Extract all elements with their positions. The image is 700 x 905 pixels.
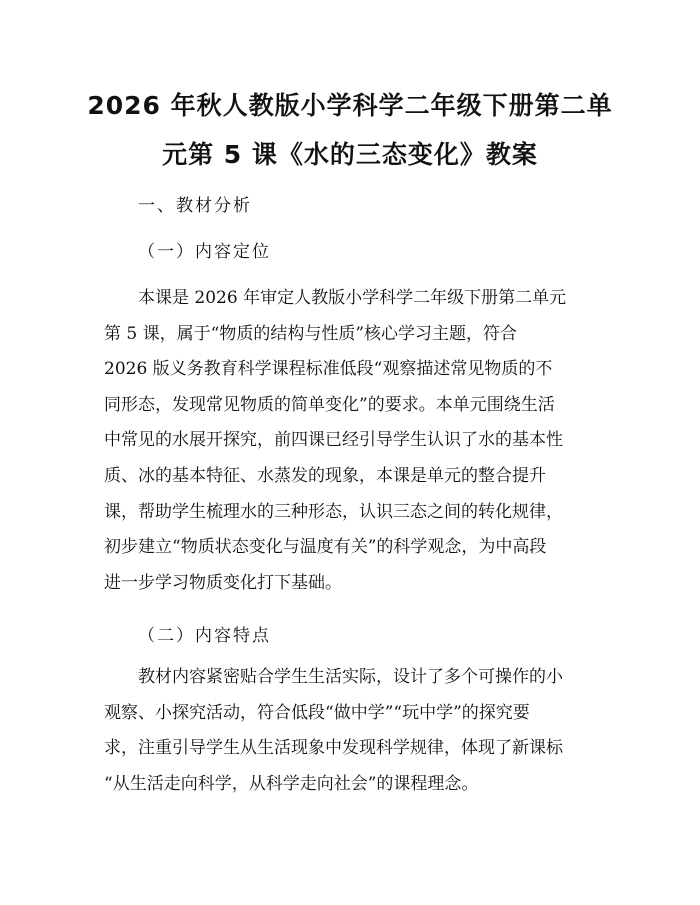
paragraph-line: 教材内容紧密贴合学生生活实际，设计了多个可操作的小: [138, 667, 563, 687]
paragraph-line: 观察、小探究活动，符合低段“做中学”“玩中学”的探究要: [104, 702, 530, 723]
paragraph-line: 中常见的水展开探究，前四课已经引导学生认识了水的基本性: [104, 430, 563, 451]
paragraph-line: “从生活走向科学，从科学走向社会”的课程理念。: [104, 773, 479, 794]
section-heading-materials-analysis: 一、教材分析: [138, 196, 252, 216]
paragraph-content-features: [104, 660, 602, 802]
paragraph-line: 质、冰的基本特征、水蒸发的现象，本课是单元的整合提升: [104, 465, 546, 486]
paragraph-line: 课，帮助学生梳理水的三种形态，认识三态之间的转化规律，: [104, 501, 563, 522]
paragraph-line: 第 5 课，属于“物质的结构与性质”核心学习主题，符合: [104, 323, 518, 344]
paragraph-line: 同形态，发现常见物质的简单变化”的要求。本单元围绕生活: [104, 394, 555, 415]
paragraph-line: 进一步学习物质变化打下基础。: [104, 572, 342, 593]
paragraph-content-positioning: [104, 281, 602, 601]
document-title-line-1: 2026 年秋人教版小学科学二年级下册第二单: [87, 91, 613, 120]
paragraph-line: 初步建立“物质状态变化与温度有关”的科学观念，为中高段: [104, 537, 547, 558]
paragraph-line: 求，注重引导学生从生活现象中发现科学规律，体现了新课标: [104, 738, 563, 759]
paragraph-line: 2026 版义务教育科学课程标准低段“观察描述常见物质的不: [104, 359, 553, 380]
paragraph-line: 本课是 2026 年审定人教版小学科学二年级下册第二单元: [138, 288, 567, 308]
subsection-heading-content-positioning: （一）内容定位: [138, 242, 271, 262]
subsection-heading-content-features: （二）内容特点: [138, 626, 271, 646]
document-title-line-2: 元第 5 课《水的三态变化》教案: [162, 140, 538, 169]
